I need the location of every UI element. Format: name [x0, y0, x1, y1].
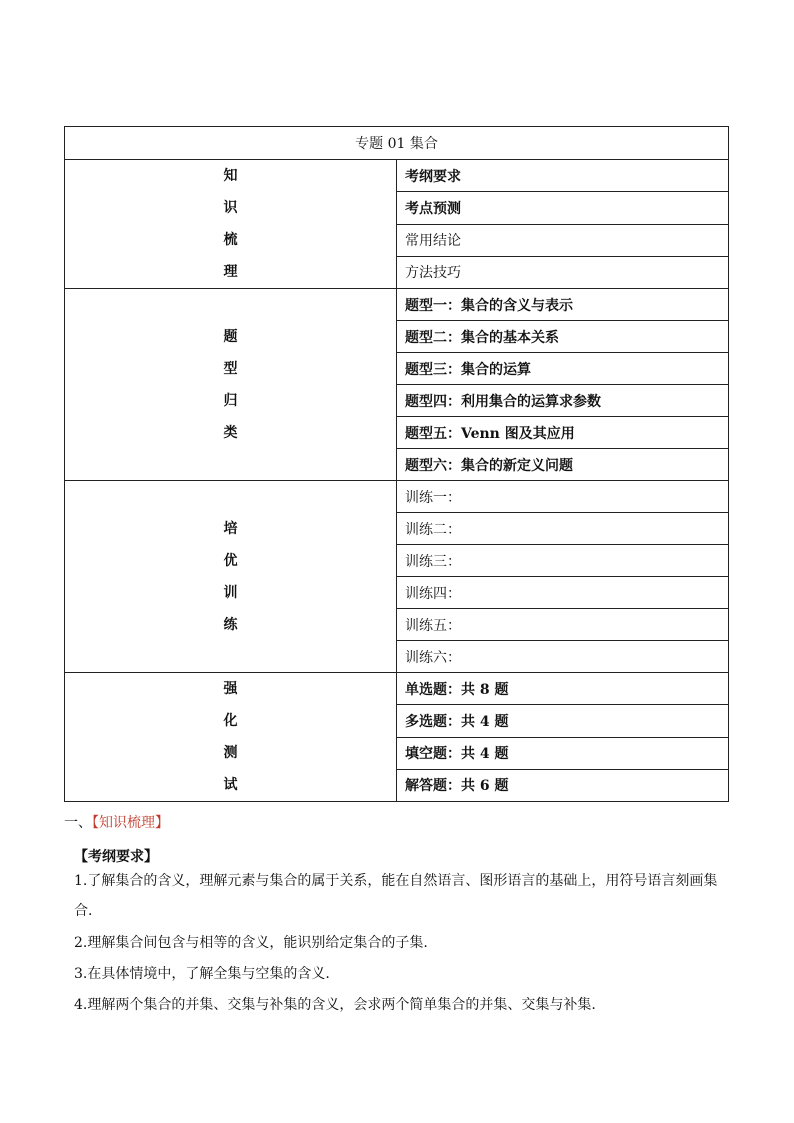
table-row: 训练一： [397, 481, 729, 513]
side-char: 强 [223, 681, 238, 697]
table-row: 多选题：共 4 题 [397, 705, 729, 737]
table-row: 训练三： [397, 545, 729, 577]
side-char: 测 [223, 745, 238, 761]
table-row: 考纲要求 [397, 160, 729, 192]
outline-table [64, 126, 729, 802]
side-char: 类 [223, 424, 238, 441]
group-label-tests [65, 673, 397, 802]
table-row: 训练五： [397, 609, 729, 641]
side-char: 化 [223, 713, 238, 729]
section-label: 【知识梳理】 [92, 815, 169, 831]
table-row: 训练四： [397, 577, 729, 609]
table-row: 常用结论 [397, 224, 729, 256]
side-char: 梳 [223, 232, 238, 248]
side-char: 识 [223, 200, 238, 216]
paragraph: 3.在具体情境中，了解全集与空集的含义. [74, 966, 330, 982]
paragraph: 4.理解两个集合的并集、交集与补集的含义，会求两个简单集合的并集、交集与补集. [74, 997, 596, 1013]
table-row: 训练二： [397, 513, 729, 545]
side-char: 培 [223, 520, 238, 537]
paragraph: 2.理解集合间包含与相等的含义，能识别给定集合的子集. [74, 935, 428, 951]
table-row: 解答题：共 6 题 [397, 769, 729, 801]
table-row: 方法技巧 [397, 256, 729, 288]
table-row: 题型一：集合的含义与表示 [397, 289, 729, 321]
table-row: 题型五：Venn 图及其应用 [397, 417, 729, 449]
side-char: 理 [223, 264, 238, 280]
table-row: 题型二：集合的基本关系 [397, 321, 729, 353]
table-row: 考点预测 [397, 192, 729, 224]
group-label-knowledge [65, 160, 397, 289]
section-heading [64, 812, 169, 832]
side-char: 型 [223, 360, 238, 377]
table-row: 填空题：共 4 题 [397, 737, 729, 769]
group-label-question-types [65, 289, 397, 481]
table-row: 题型四：利用集合的运算求参数 [397, 385, 729, 417]
side-char: 训 [223, 584, 238, 601]
side-char: 优 [223, 552, 238, 569]
table-title: 专题 01 集合 [65, 127, 729, 160]
side-char: 知 [223, 168, 238, 184]
table-row: 单选题：共 8 题 [397, 673, 729, 705]
group-label-training [65, 481, 397, 673]
side-char: 题 [223, 328, 238, 345]
table-row: 训练六： [397, 641, 729, 673]
side-char: 归 [223, 392, 238, 409]
side-char: 试 [223, 777, 238, 793]
table-row: 题型三：集合的运算 [397, 353, 729, 385]
paragraph: 1.了解集合的含义，理解元素与集合的属于关系，能在自然语言、图形语言的基础上，用符号语言刻画集合. [74, 873, 718, 919]
table-row: 题型六：集合的新定义问题 [397, 449, 729, 481]
section-prefix: 一、 [64, 815, 92, 831]
subheading: 【考纲要求】 [74, 849, 158, 865]
side-char: 练 [223, 616, 238, 633]
